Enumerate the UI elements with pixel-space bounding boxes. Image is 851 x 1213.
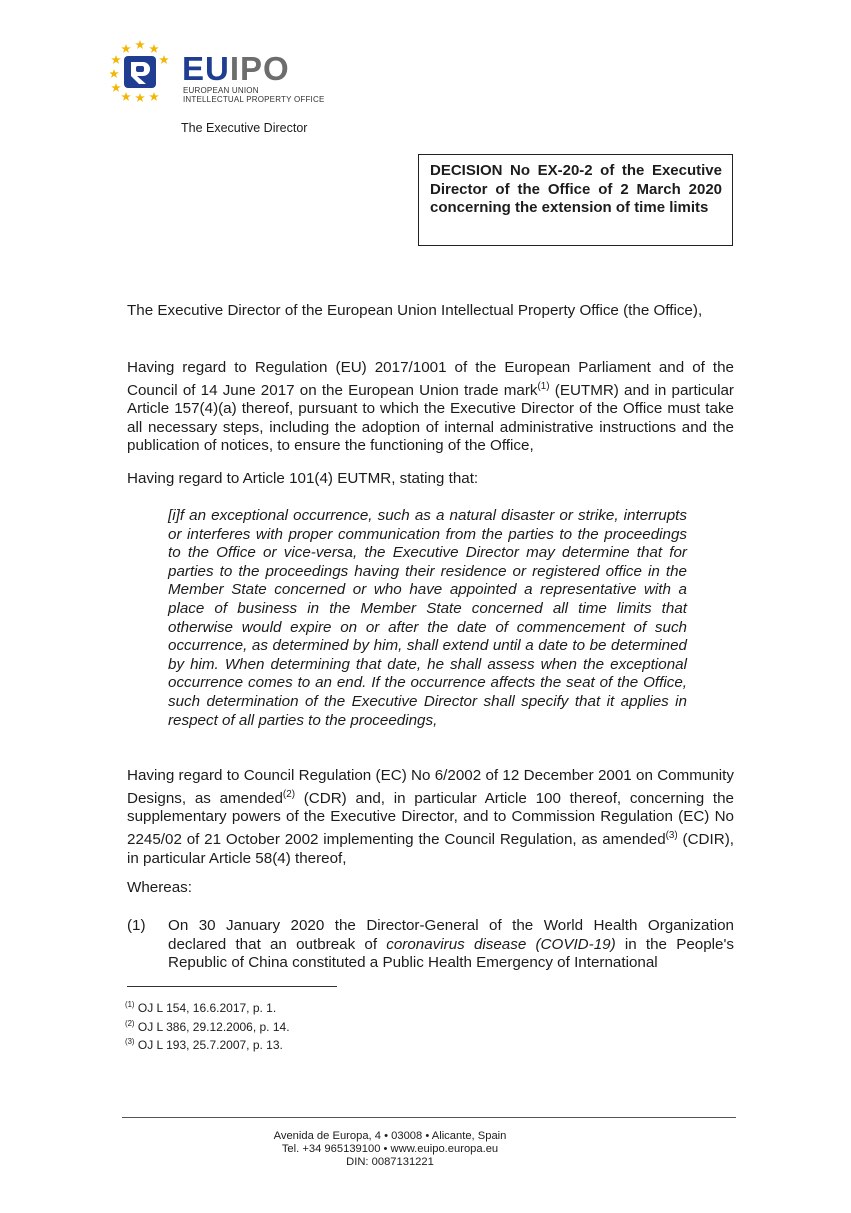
regard3-text-b: (CDR) and, in particular Article 100 thereof, concerning the supplementary powers of the Executive Director, and to Commission Regulation (EC) No 2245/02 of 21 October 2002 implementing the Council Regulation, as amended (127, 789, 734, 848)
footnote-3 (125, 1034, 283, 1053)
executive-director-label: The Executive Director (181, 121, 308, 135)
recital-emphasis: coronavirus disease (COVID-19) (386, 935, 616, 953)
footnote-text: OJ L 154, 16.6.2017, p. 1. (134, 1001, 277, 1015)
footer-contact: Tel. +34 965139100 • www.euipo.europa.eu (281, 1143, 499, 1155)
recital-number: (1) (127, 917, 146, 934)
logo-ipo: IPO (229, 50, 290, 87)
recital-text (168, 917, 734, 973)
footnote-ref-2[interactable]: (2) (282, 788, 295, 800)
regard1-text-a: Having regard to Regulation (EU) 2017/1001 of the European Parliament and of the Council of 14 June 2017 on the European Union trade mark (127, 359, 734, 399)
decision-title: DECISION No EX-20-2 of the Executive Director of the Office of 2 March 2020 concerning the extension of time limits (430, 162, 722, 216)
article-quote: [i]f an exceptional occurrence, such as a natural disaster or strike, interrupts or interferes with proper communication from the parties to the proceedings to the Office or vice-versa, the Executive Director may determine that for parties to the proceedings having their residence or registered office in the Member State concerned or who have appointed a representative with a place of business in the Member State concerned all time limits that otherwise would expire on or after the date of commencement of such occurrence, as determined by him, shall extend until a date to be determined by him. When determining that date, he shall assess when the exceptional occurrence comes to an end. If the occurrence affects the seat of the Office, such determination of the Executive Director shall specify that it applies in respect of all parties to the proceedings, (168, 507, 687, 729)
footnote-mark: (1) (125, 1000, 135, 1009)
intro-paragraph: The Executive Director of the European Union Intellectual Property Office (the Office), (127, 302, 703, 319)
whereas-heading: Whereas: (127, 879, 192, 896)
logo-subtitle-line2: INTELLECTUAL PROPERTY OFFICE (183, 95, 325, 104)
footnote-ref-1[interactable]: (1) (537, 380, 550, 392)
footnote-1 (125, 997, 276, 1016)
footnote-2 (125, 1016, 290, 1035)
footnote-mark: (2) (125, 1019, 135, 1028)
regard-designs-paragraph (127, 767, 734, 868)
eu-stars-emblem-icon (110, 38, 170, 102)
logo-wordmark (182, 52, 290, 86)
footnote-divider (127, 986, 337, 987)
euipo-logo (110, 38, 360, 108)
logo-eu: EU (182, 50, 230, 87)
regard-regulation-paragraph (127, 359, 734, 456)
footnote-text: OJ L 193, 25.7.2007, p. 13. (134, 1038, 283, 1052)
footer-address: Avenida de Europa, 4 • 03008 • Alicante, Spain (273, 1130, 507, 1142)
footer-divider (122, 1117, 736, 1118)
recital-text-b: in the People's Republic of China constituted a Public Health Emergency of International (168, 935, 734, 972)
regard3-text-a: Having regard to Council Regulation (EC) No 6/2002 of 12 December 2001 on Community Designs, as amended (127, 767, 734, 807)
footer-din: DIN: 0087131221 (346, 1156, 434, 1168)
regard3-text-c: (CDIR), in particular Article 58(4) thereof, (127, 830, 734, 867)
footnote-mark: (3) (125, 1037, 135, 1046)
footnote-text: OJ L 386, 29.12.2006, p. 14. (134, 1020, 290, 1034)
logo-subtitle (183, 86, 324, 104)
recital-text-a: On 30 January 2020 the Director-General of the World Health Organization declared that an outbreak of (168, 917, 734, 953)
logo-subtitle-line1: EUROPEAN UNION (183, 86, 259, 95)
regard-article-paragraph: Having regard to Article 101(4) EUTMR, stating that: (127, 470, 479, 487)
footnote-ref-3[interactable]: (3) (665, 829, 678, 841)
decision-title-box (418, 154, 733, 246)
regard1-text-b: (EUTMR) and in particular Article 157(4)(a) thereof, pursuant to which the Executive Director of the Office must take all necessary steps, including the adoption of internal administrative instructions and the publication of notices, to ensure the functioning of the Office, (127, 381, 734, 455)
